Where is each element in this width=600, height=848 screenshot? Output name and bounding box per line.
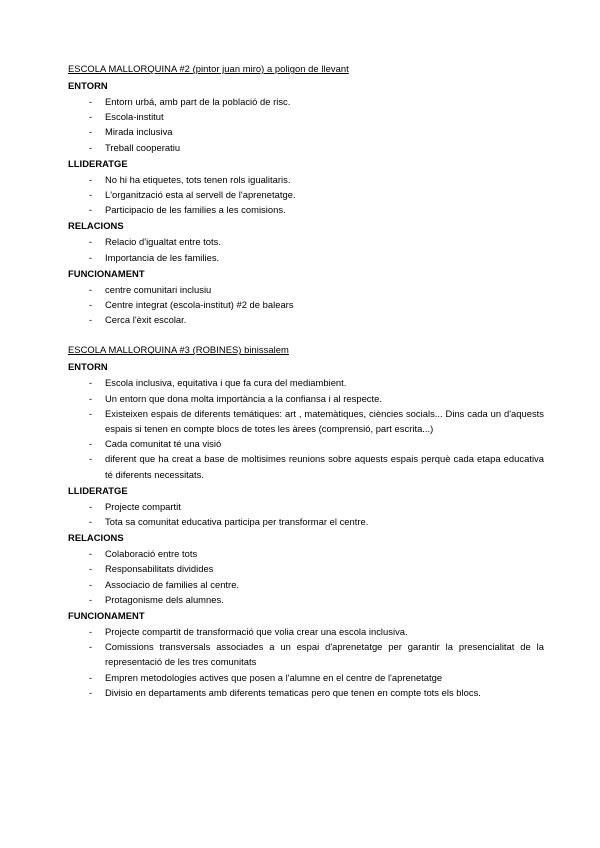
bullet-marker: - — [89, 283, 93, 295]
bullet-marker: - — [89, 299, 93, 311]
list-item — [68, 282, 544, 297]
bullet-marker: - — [89, 314, 93, 326]
bullet-marker: - — [89, 671, 93, 683]
list-item — [68, 406, 544, 436]
list-item-text: diferent que ha creat a base de moltisimes reunions sobre aquests espais perquè cada etapa educativa té diferents necessitats. — [105, 453, 544, 480]
section-heading: FUNCIONAMENT — [68, 610, 145, 622]
list-item-text: Empren metodologies actives que posen a l'alumne en el centre de l'aprenetatge — [105, 671, 443, 683]
list-item — [68, 670, 544, 685]
section-heading: RELACIONS — [68, 220, 124, 232]
block-title: ESCOLA MALLORQUINA #3 (ROBINES) binissalem — [68, 344, 289, 356]
bullet-marker: - — [89, 578, 93, 590]
document-body — [68, 62, 544, 700]
bullet-marker: - — [89, 438, 93, 450]
list-item — [68, 685, 544, 700]
list-item — [68, 436, 544, 451]
bullet-marker: - — [89, 126, 93, 138]
bullet-marker: - — [89, 173, 93, 185]
list-item — [68, 234, 544, 249]
section-heading: ENTORN — [68, 80, 108, 91]
list-item — [68, 514, 544, 529]
list-item-text: centre comunitari inclusiu — [105, 283, 212, 295]
list-item-text: Responsabilitats dividides — [105, 563, 214, 575]
bullet-marker: - — [89, 189, 93, 201]
list-item — [68, 639, 544, 669]
bullet-list — [68, 94, 544, 155]
bullet-marker: - — [89, 141, 93, 153]
list-item — [68, 140, 544, 155]
bullet-list — [68, 234, 544, 264]
bullet-list — [68, 499, 544, 529]
list-item-text: Un entorn que dona molta importància a la confiansa i al respecte. — [105, 392, 383, 404]
bullet-marker: - — [89, 500, 93, 512]
section-heading: ENTORN — [68, 361, 108, 373]
list-item — [68, 312, 544, 327]
list-item — [68, 391, 544, 406]
section-heading: LLIDERATGE — [68, 157, 128, 169]
list-item — [68, 172, 544, 187]
list-item-text: Projecte compartit de transformació que volia crear una escola inclusiva. — [105, 626, 408, 638]
bullet-list — [68, 624, 544, 700]
list-item-text: Associacio de families al centre. — [105, 578, 240, 590]
bullet-marker: - — [89, 626, 93, 638]
list-item — [68, 546, 544, 561]
section-heading: RELACIONS — [68, 532, 124, 544]
list-item-text: L'organització esta al servell de l'aprenetatge. — [105, 189, 296, 201]
list-item-text: Mirada inclusiva — [105, 126, 173, 138]
block-spacer — [68, 329, 544, 343]
section-heading: LLIDERATGE — [68, 484, 128, 496]
bullet-list — [68, 172, 544, 218]
bullet-marker: - — [89, 377, 93, 389]
list-item — [68, 250, 544, 265]
bullet-marker: - — [89, 236, 93, 248]
bullet-marker: - — [89, 453, 93, 465]
list-item — [68, 109, 544, 124]
list-item-text: Comissions transversals associades a un espai d'aprenetatge per garantir la presencialitat de la representació de les tres comunitats — [105, 641, 544, 668]
bullet-marker: - — [89, 563, 93, 575]
bullet-list — [68, 375, 544, 481]
list-item-text: Cada comunitat té una visió — [105, 438, 222, 450]
block-title: ESCOLA MALLORQUINA #2 (pintor juan miro) a poligon de llevant — [68, 63, 349, 74]
list-item-text: Importancia de les families. — [105, 251, 220, 263]
list-item-text: Escola-institut — [105, 111, 164, 123]
list-item-text: Relacio d'igualtat entre tots. — [105, 236, 221, 248]
list-item-text: Existeixen espais de diferents temátiques: art , matemàtiques, ciències socials... Dins cada un d'aquests espais si tenen en compte blocs de totes les àrees (comprensió, part escrita...) — [105, 407, 544, 435]
list-item — [68, 375, 544, 390]
section-heading: FUNCIONAMENT — [68, 267, 145, 279]
list-item — [68, 187, 544, 202]
list-item-text: Colaboració entre tots — [105, 548, 198, 560]
list-item-text: Projecte compartit — [105, 500, 181, 512]
list-item — [68, 451, 544, 481]
bullet-marker: - — [89, 204, 93, 216]
list-item-text: Participacio de les families a les comisions. — [105, 204, 286, 216]
list-item-text: Treball cooperatiu — [105, 141, 181, 153]
bullet-list — [68, 282, 544, 328]
list-item-text: Centre integrat (escola-institut) #2 de balears — [105, 299, 294, 311]
bullet-marker: - — [89, 593, 93, 605]
list-item — [68, 94, 544, 109]
bullet-marker: - — [89, 96, 93, 107]
list-item-text: Tota sa comunitat educativa participa per transformar el centre. — [105, 516, 369, 528]
list-item — [68, 297, 544, 312]
list-item — [68, 624, 544, 639]
document-block — [68, 343, 544, 700]
bullet-marker: - — [89, 686, 93, 698]
bullet-marker: - — [89, 111, 93, 123]
list-item — [68, 499, 544, 514]
bullet-marker: - — [89, 641, 93, 653]
list-item — [68, 561, 544, 576]
list-item-text: Escola inclusiva, equitativa i que fa cura del mediambient. — [105, 377, 347, 389]
bullet-marker: - — [89, 516, 93, 528]
list-item-text: Entorn urbá, amb part de la població de risc. — [105, 96, 291, 107]
list-item-text: Protagonisme dels alumnes. — [105, 593, 224, 605]
bullet-list — [68, 546, 544, 607]
list-item-text: Divisio en departaments amb diferents tematicas pero que tenen en compte tots els blocs. — [105, 686, 481, 698]
bullet-marker: - — [89, 251, 93, 263]
bullet-marker: - — [89, 407, 93, 419]
bullet-marker: - — [89, 392, 93, 404]
list-item — [68, 202, 544, 217]
document-block — [68, 62, 544, 327]
list-item — [68, 124, 544, 139]
list-item-text: No hi ha etiquetes, tots tenen rols igualitaris. — [105, 173, 291, 185]
list-item-text: Cerca l'èxit escolar. — [105, 314, 187, 326]
bullet-marker: - — [89, 548, 93, 560]
list-item — [68, 592, 544, 607]
list-item — [68, 577, 544, 592]
